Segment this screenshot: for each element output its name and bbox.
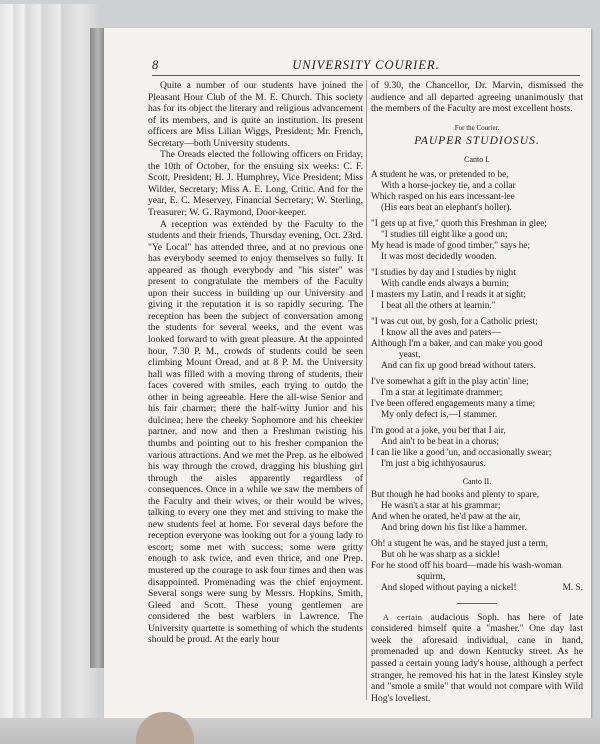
canto-heading: Canto I.: [464, 154, 490, 164]
poem-line: I beat all the others at learnin.": [381, 301, 496, 312]
poem-line: And bring down his fist like a hammer.: [381, 522, 527, 533]
poem-line: My head is made of good timber," says he;: [371, 241, 531, 252]
poem-line: But though he had books and plenty to spare,: [371, 489, 540, 500]
canto-heading: Canto II.: [462, 477, 492, 487]
poem-line: Oh! a stugent he was, and he stayed just a term,: [371, 538, 549, 549]
stanza: [371, 170, 583, 214]
poem-line: And sloped without paying a nickel!: [381, 582, 517, 593]
poem-line: For he stood off his board—made his wash-woman: [371, 560, 562, 571]
poem-line: yeast,: [399, 350, 421, 361]
poem-line: I masters my Latin, and I reads it at sight;: [371, 290, 526, 301]
poem-line: My only defect is,—I stammer.: [381, 410, 498, 421]
newspaper-page: [104, 28, 591, 718]
poem-line: "I studies by day and I studies by night: [371, 268, 516, 279]
poem-line: Although I'm a baker, and can make you good: [371, 339, 543, 350]
scan-bottom-edge: [0, 718, 600, 744]
header-rule: [152, 75, 580, 76]
poem-line: Which rasped on his ears incessant-lee: [371, 192, 515, 203]
right-column: [371, 80, 583, 704]
poem-line: I know all the aves and paters—: [381, 328, 501, 339]
page-title: UNIVERSITY COURIER.: [292, 58, 440, 72]
poem-line: It was most decidedly wooden.: [381, 252, 497, 263]
poem-signature: M. S.: [562, 582, 583, 593]
poem-line: But oh he was sharp as a sickle!: [381, 549, 501, 560]
poem-line: And when he orated, he'd paw at the air,: [371, 511, 521, 522]
stanza: [371, 377, 583, 421]
stanza: [371, 268, 583, 312]
poem-line: I'm a star at legitimate drammer;: [381, 388, 503, 399]
poem-line: And ain't to be beat in a chorus;: [381, 437, 500, 448]
left-column: [148, 80, 363, 646]
poem-line: I've somewhat a gift in the play actin' line;: [371, 377, 529, 388]
page-header: [152, 58, 580, 74]
poem-line: "I was cut out, by gosh, for a Catholic priest;: [371, 317, 538, 328]
poem-line: squirm,: [417, 571, 446, 582]
stanza: [371, 219, 583, 263]
poem-line: And can fix up good bread without taters.: [381, 361, 536, 372]
poem-line: I'm good at a joke, you bet that I air,: [371, 426, 506, 437]
poem-line: I can lie like a good 'un, and occasionally swear;: [371, 448, 552, 459]
poem-line: With candle ends always a burnin;: [381, 279, 509, 290]
poem-last-line: [371, 583, 583, 594]
stanza: [371, 317, 583, 372]
small-caps-lead: A certain: [383, 612, 423, 622]
stanza: [371, 426, 583, 470]
poem-line: A student he was, or pretended to be,: [371, 170, 509, 181]
article-pleasant-hour-club: Quite a number of our students have joined the Pleasant Hour Club of the M. E. Church. This society has for its object the literary and religious advancement of its members, and is quite an institution. Its present officers are Miss Lilian Wiggs, President; Mr. French, Secretary—both University students.: [148, 80, 363, 149]
reception-continuation: of 9.30, the Chancellor, Dr. Marvin, dismissed the audience and all departed agreeing unanimously that the members of the Faculty are most excellent hosts.: [371, 80, 583, 115]
article-masher-text: audacious Soph. has here of late considered himself quite a "masher." One day last week the aforesaid individual, cane in hand, promenaded up and down Kentucky street. As he passed a certain young lady's house, although a perfect stranger, he removed his hat in the latest Kinsley style and "smole a smile" that would not compare with Wild Hog's loveliest.: [371, 611, 583, 704]
column-divider: [366, 80, 367, 700]
article-masher: [371, 612, 583, 704]
poem-line: I've been offered engagements many a time;: [371, 399, 536, 410]
stanza: [371, 490, 583, 534]
poem-line: I'm just a big ichthyosaurus.: [381, 459, 486, 470]
poem-line: (His ears beat an elephant's holler).: [381, 203, 512, 214]
article-faculty-reception: A reception was extended by the Faculty to the students and their friends, Thursday evening, Oct. 23rd. "Ye Local" has attended three, and at no previous one has everybody seemed to enjoy themselves so fully. It appeared as though everybody and "his sister" was present to congratulate the members of the Faculty upon their success in building up our University and giving it the reputation it is so rapidly securing. The reception has been the subject of conversation among the students for several weeks, and the event was looked forward to with great pleasure. At the appointed hour, 7.30 P. M., crowds of students could be seen climbing Mount Oread, and at 8 P. M. the University hall was filled with a moving throng of students, their faces covered with smiles, each trying to outdo the other in being agreeable. Here the all-wise Senior and his fair charmer; there the half-witty Junior and his dulcinea; here the cheeky Sophomore and his cheekier partner, and now and then a Freshman twisting his thumbs and pointing out to his fresher companion the various attractions. And we met the Prep. as he elbowed his way through the crowd, dragging his blushing girl through the aisles apparently regardless of consequences. Once in a while we saw the members of the Faculty and their wives, or their would be wives, talking to every one they met and striving to make the new students feel at home. For several days before the reception everyone was looking out for a young lady to escort; some met with success; some were gritty enough to ask twice, and even thrice, and one Prep. mustered up the courage to ask four times and then was disappointed. Promenading was the chief enjoyment. Several songs were sung by Messrs. Hopkins, Smith, Gleed and Scott. These young gentlemen are considered the best warblers in Lawrence. The University quartette is something of which the students should be proud. At the early hour: [148, 218, 364, 646]
poem-line: With a horse-jockey tie, and a collar: [381, 181, 516, 192]
poem-line: He wasn't a star at his grammar;: [381, 500, 501, 511]
stanza: [371, 539, 583, 594]
article-oreads-election: The Oreads elected the following officers on Friday, the 10th of October, for the ensuing six weeks: C. F. Scott, President; H. J. Humphrey, Vice President; Miss Wilder, Secretary; Miss A. E. Long, Critic. And for the year, E. C. Meservey, Financial Secretary; W. Sterling, Treasurer; W. G. Raymond, Door-keeper.: [148, 149, 363, 219]
poem-title: PAUPER STUDIOSUS.: [414, 135, 540, 148]
page-number: 8: [152, 58, 159, 72]
page-stack-edges: [0, 4, 100, 744]
poem-line: "I gets up at five," quoth this Freshman in glee;: [371, 219, 547, 230]
for-courier-label: For the Courier.: [454, 123, 500, 132]
poem-line: "I studies till eight like a good un;: [381, 230, 508, 241]
section-divider: [457, 603, 497, 604]
